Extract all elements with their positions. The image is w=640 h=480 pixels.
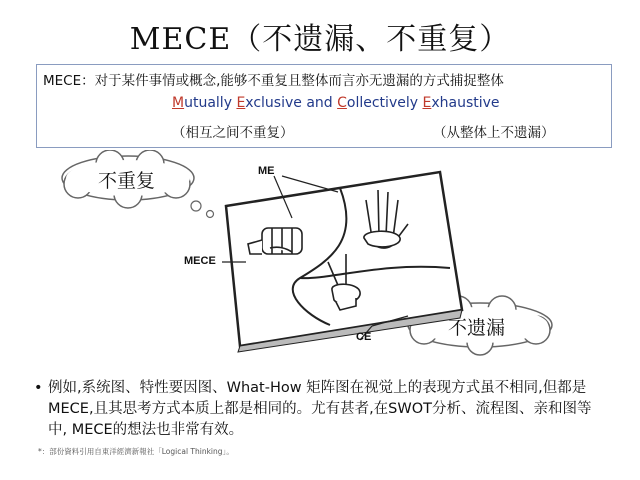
definition-text: MECE：对于某件事情或概念,能够不重复且整体而言亦无遗漏的方式捕捉整体 bbox=[43, 73, 504, 89]
example-paragraph bbox=[34, 378, 608, 441]
word-rest: ollectively bbox=[346, 95, 423, 111]
definition-box bbox=[36, 64, 612, 148]
word-rest: xhaustive bbox=[431, 95, 500, 111]
page-title: MECE（不遗漏、不重复） bbox=[129, 22, 511, 57]
footnote: *：部份資料引用自東洋經濟新報社「Logical Thinking」。 bbox=[38, 447, 234, 456]
bubble-no-omission: 不遗漏 bbox=[448, 317, 506, 339]
label-ce: CE bbox=[356, 331, 372, 343]
initial-letter: E bbox=[236, 95, 246, 111]
initial-letter: M bbox=[172, 95, 185, 111]
bullet-icon: • bbox=[34, 380, 43, 396]
english-expansion bbox=[172, 95, 500, 111]
note-mutually-exclusive: （相互之间不重复） bbox=[172, 125, 294, 141]
word-rest: xclusive and bbox=[245, 95, 338, 111]
label-mece: MECE bbox=[184, 255, 216, 267]
example-text: 例如,系统图、特性要因图、What-How 矩阵图在视觉上的表现方式虽不相同,但都是MECE,且其思考方式本质上都是相同的。尤有甚者,在SWOT分析、流程图、亲和图等中, MECE的想法也非常有效。 bbox=[48, 380, 592, 438]
initial-letter: E bbox=[422, 95, 432, 111]
initial-letter: C bbox=[337, 95, 347, 111]
word-rest: utually bbox=[184, 95, 237, 111]
label-me: ME bbox=[258, 165, 275, 177]
bubble-no-overlap: 不重复 bbox=[98, 170, 156, 192]
mece-diagram bbox=[0, 150, 640, 375]
note-collectively-exhaustive: （从整体上不遗漏） bbox=[433, 125, 555, 141]
